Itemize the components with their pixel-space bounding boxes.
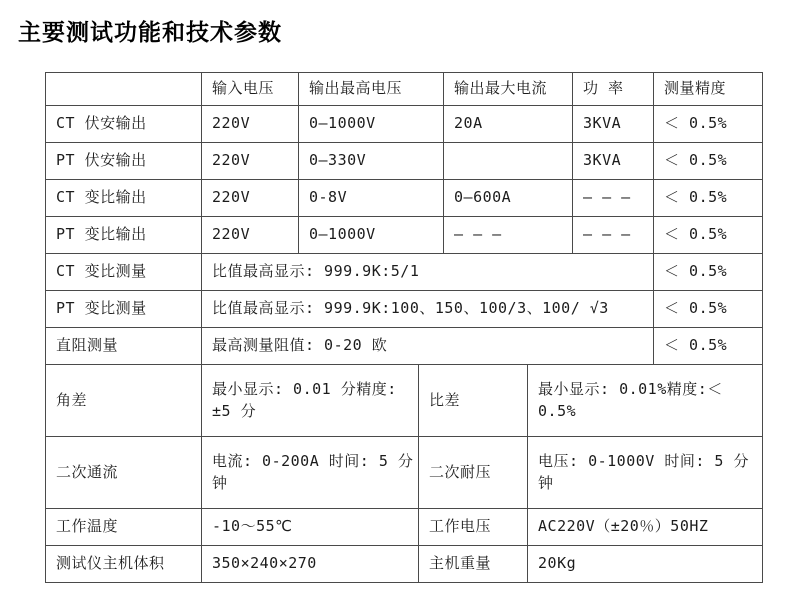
pair-value-cell: 20Kg [528, 546, 763, 583]
row-label: 测试仪主机体积 [46, 546, 202, 583]
header-power: 功 率 [573, 73, 654, 106]
pair-value-cell: 350×240×270 [202, 546, 419, 583]
accuracy-cell: ＜ 0.5% [654, 254, 763, 291]
table-row-angle-error [46, 365, 763, 437]
header-accuracy: 测量精度 [654, 73, 763, 106]
table-row-secondary-current [46, 437, 763, 509]
measure-value-cell: 比值最高显示: 999.9K:5/1 [202, 254, 654, 291]
row-label: PT 伏安输出 [46, 143, 202, 180]
spec-table [45, 72, 763, 583]
measure-value-cell: 最高测量阻值: 0-20 欧 [202, 328, 654, 365]
pair-label-cell: 工作电压 [419, 509, 528, 546]
row-label: PT 变比测量 [46, 291, 202, 328]
input-voltage-cell: 220V [202, 180, 299, 217]
measure-value-cell: 比值最高显示: 999.9K:100、150、100/3、100/ √3 [202, 291, 654, 328]
pair-value-cell: AC220V（±20％）50HZ [528, 509, 763, 546]
table-row-main-unit-size [46, 546, 763, 583]
pair-label-cell: 比差 [419, 365, 528, 437]
header-max-output-voltage: 输出最高电压 [299, 73, 444, 106]
row-label: PT 变比输出 [46, 217, 202, 254]
accuracy-cell: ＜ 0.5% [654, 143, 763, 180]
accuracy-cell: ＜ 0.5% [654, 217, 763, 254]
pair-label-cell: 二次耐压 [419, 437, 528, 509]
input-voltage-cell: 220V [202, 217, 299, 254]
power-cell: — — — [573, 217, 654, 254]
table-row-resistance-measure [46, 328, 763, 365]
accuracy-cell: ＜ 0.5% [654, 106, 763, 143]
pair-value-cell: 电压: 0-1000V 时间: 5 分钟 [528, 437, 763, 509]
row-label: CT 变比输出 [46, 180, 202, 217]
max-output-voltage-cell: 0—1000V [299, 106, 444, 143]
table-row-ct-ratio-measure [46, 254, 763, 291]
table-row-pt-ratio-output [46, 217, 763, 254]
input-voltage-cell: 220V [202, 106, 299, 143]
row-label: CT 伏安输出 [46, 106, 202, 143]
row-label: CT 变比测量 [46, 254, 202, 291]
pair-value-cell: 最小显示: 0.01%精度:＜0.5% [528, 365, 763, 437]
max-output-voltage-cell: 0—330V [299, 143, 444, 180]
table-row-ct-va-output [46, 106, 763, 143]
row-label: 工作温度 [46, 509, 202, 546]
power-cell: 3KVA [573, 143, 654, 180]
table-row-working-temperature [46, 509, 763, 546]
row-label: 二次通流 [46, 437, 202, 509]
table-row-ct-ratio-output [46, 180, 763, 217]
accuracy-cell: ＜ 0.5% [654, 291, 763, 328]
pair-label-cell: 主机重量 [419, 546, 528, 583]
table-row-pt-va-output [46, 143, 763, 180]
header-max-output-current: 输出最大电流 [444, 73, 573, 106]
max-output-voltage-cell: 0-8V [299, 180, 444, 217]
pair-value-cell: 最小显示: 0.01 分精度: ±5 分 [202, 365, 419, 437]
header-input-voltage: 输入电压 [202, 73, 299, 106]
row-label: 直阻测量 [46, 328, 202, 365]
page-title: 主要测试功能和技术参数 [18, 19, 282, 46]
max-output-current-cell [444, 143, 573, 180]
header-empty-cell [46, 73, 202, 106]
max-output-current-cell: 0—600A [444, 180, 573, 217]
pair-value-cell: -10～55℃ [202, 509, 419, 546]
max-output-voltage-cell: 0—1000V [299, 217, 444, 254]
pair-value-cell: 电流: 0-200A 时间: 5 分钟 [202, 437, 419, 509]
accuracy-cell: ＜ 0.5% [654, 328, 763, 365]
power-cell: 3KVA [573, 106, 654, 143]
table-row-pt-ratio-measure [46, 291, 763, 328]
table-header-row [46, 73, 763, 106]
max-output-current-cell: — — — [444, 217, 573, 254]
max-output-current-cell: 20A [444, 106, 573, 143]
input-voltage-cell: 220V [202, 143, 299, 180]
power-cell: — — — [573, 180, 654, 217]
accuracy-cell: ＜ 0.5% [654, 180, 763, 217]
row-label: 角差 [46, 365, 202, 437]
